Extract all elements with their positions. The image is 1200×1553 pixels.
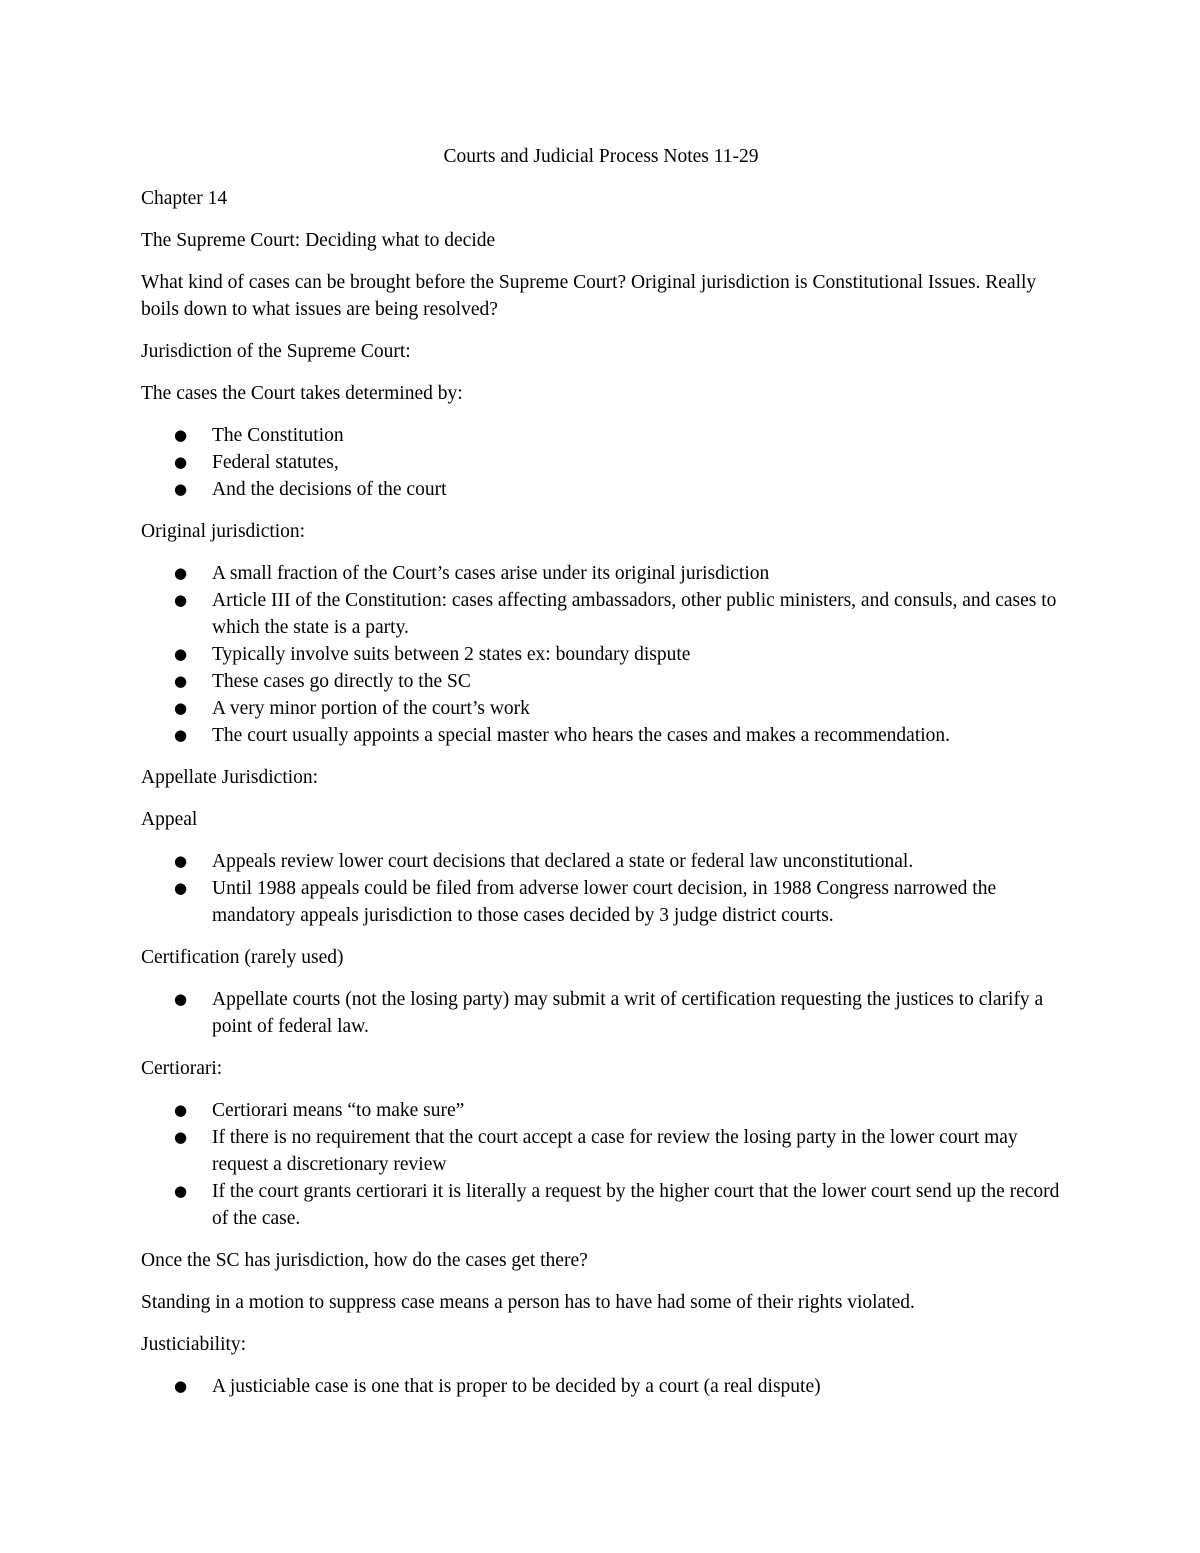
list-item-text: Appellate courts (not the losing party) may submit a writ of certification requesting the justices to clarify a point of federal law. <box>212 989 1044 1037</box>
paragraph: Justiciability: <box>141 1334 247 1355</box>
bullet-icon: ● <box>174 1101 188 1119</box>
list-item <box>141 641 1061 668</box>
bullet-list <box>141 848 1061 929</box>
list-item <box>141 875 1061 929</box>
list-item-text: And the decisions of the court <box>212 479 447 500</box>
bullet-icon: ● <box>174 453 188 471</box>
paragraph: The cases the Court takes determined by: <box>141 383 463 404</box>
paragraph: Standing in a motion to suppress case means a person has to have had some of their rights violated. <box>141 1292 915 1313</box>
bullet-icon: ● <box>174 1377 188 1395</box>
list-item <box>141 848 1061 875</box>
list-item <box>141 695 1061 722</box>
paragraph: Once the SC has jurisdiction, how do the cases get there? <box>141 1250 588 1271</box>
paragraph: The Supreme Court: Deciding what to decide <box>141 230 496 251</box>
list-item-text: A small fraction of the Court’s cases arise under its original jurisdiction <box>212 563 770 584</box>
bullet-icon: ● <box>174 1182 188 1200</box>
paragraph: Original jurisdiction: <box>141 521 306 542</box>
bullet-list <box>141 1097 1061 1232</box>
bullet-icon: ● <box>174 426 188 444</box>
paragraph: Chapter 14 <box>141 188 228 209</box>
bullet-icon: ● <box>174 645 188 663</box>
list-item <box>141 722 1061 749</box>
paragraph: Certification (rarely used) <box>141 947 344 968</box>
bullet-icon: ● <box>174 699 188 717</box>
document-title: Courts and Judicial Process Notes 11-29 <box>443 146 759 167</box>
list-item-text: The Constitution <box>212 425 344 446</box>
bullet-icon: ● <box>174 990 188 1008</box>
list-item-text: Certiorari means “to make sure” <box>212 1100 465 1121</box>
list-item <box>141 422 1061 449</box>
list-item-text: A justiciable case is one that is proper to be decided by a court (a real dispute) <box>212 1376 821 1397</box>
bullet-icon: ● <box>174 852 188 870</box>
list-item <box>141 986 1061 1040</box>
list-item-text: Article III of the Constitution: cases affecting ambassadors, other public ministers, and consuls, and cases to which the state is a party. <box>212 590 1057 638</box>
list-item <box>141 476 1061 503</box>
bullet-list <box>141 986 1061 1040</box>
paragraph: Appeal <box>141 809 198 830</box>
document-body <box>141 185 1061 1400</box>
list-item <box>141 1178 1061 1232</box>
bullet-icon: ● <box>174 591 188 609</box>
list-item-text: Federal statutes, <box>212 452 339 473</box>
paragraph: Jurisdiction of the Supreme Court: <box>141 341 411 362</box>
list-item <box>141 668 1061 695</box>
list-item <box>141 449 1061 476</box>
bullet-icon: ● <box>174 1128 188 1146</box>
list-item <box>141 1373 1061 1400</box>
document-page <box>141 143 1061 1415</box>
list-item-text: Typically involve suits between 2 states ex: boundary dispute <box>212 644 691 665</box>
bullet-list <box>141 560 1061 749</box>
bullet-list <box>141 1373 1061 1400</box>
list-item-text: These cases go directly to the SC <box>212 671 471 692</box>
bullet-icon: ● <box>174 480 188 498</box>
list-item <box>141 1124 1061 1178</box>
paragraph: What kind of cases can be brought before the Supreme Court? Original jurisdiction is Constitutional Issues. Really boils down to what issues are being resolved? <box>141 272 1037 320</box>
list-item <box>141 1097 1061 1124</box>
list-item-text: The court usually appoints a special master who hears the cases and makes a recommendation. <box>212 725 951 746</box>
list-item-text: If the court grants certiorari it is literally a request by the higher court that the lower court send up the record of the case. <box>212 1181 1060 1229</box>
list-item-text: A very minor portion of the court’s work <box>212 698 530 719</box>
bullet-list <box>141 422 1061 503</box>
list-item-text: If there is no requirement that the court accept a case for review the losing party in the lower court may request a discretionary review <box>212 1127 1018 1175</box>
bullet-icon: ● <box>174 672 188 690</box>
list-item-text: Appeals review lower court decisions that declared a state or federal law unconstitutional. <box>212 851 914 872</box>
list-item <box>141 560 1061 587</box>
list-item <box>141 587 1061 641</box>
bullet-icon: ● <box>174 726 188 744</box>
bullet-icon: ● <box>174 879 188 897</box>
list-item-text: Until 1988 appeals could be filed from adverse lower court decision, in 1988 Congress narrowed the mandatory appeals jurisdiction to those cases decided by 3 judge district courts. <box>212 878 997 926</box>
bullet-icon: ● <box>174 564 188 582</box>
paragraph: Appellate Jurisdiction: <box>141 767 319 788</box>
paragraph: Certiorari: <box>141 1058 223 1079</box>
